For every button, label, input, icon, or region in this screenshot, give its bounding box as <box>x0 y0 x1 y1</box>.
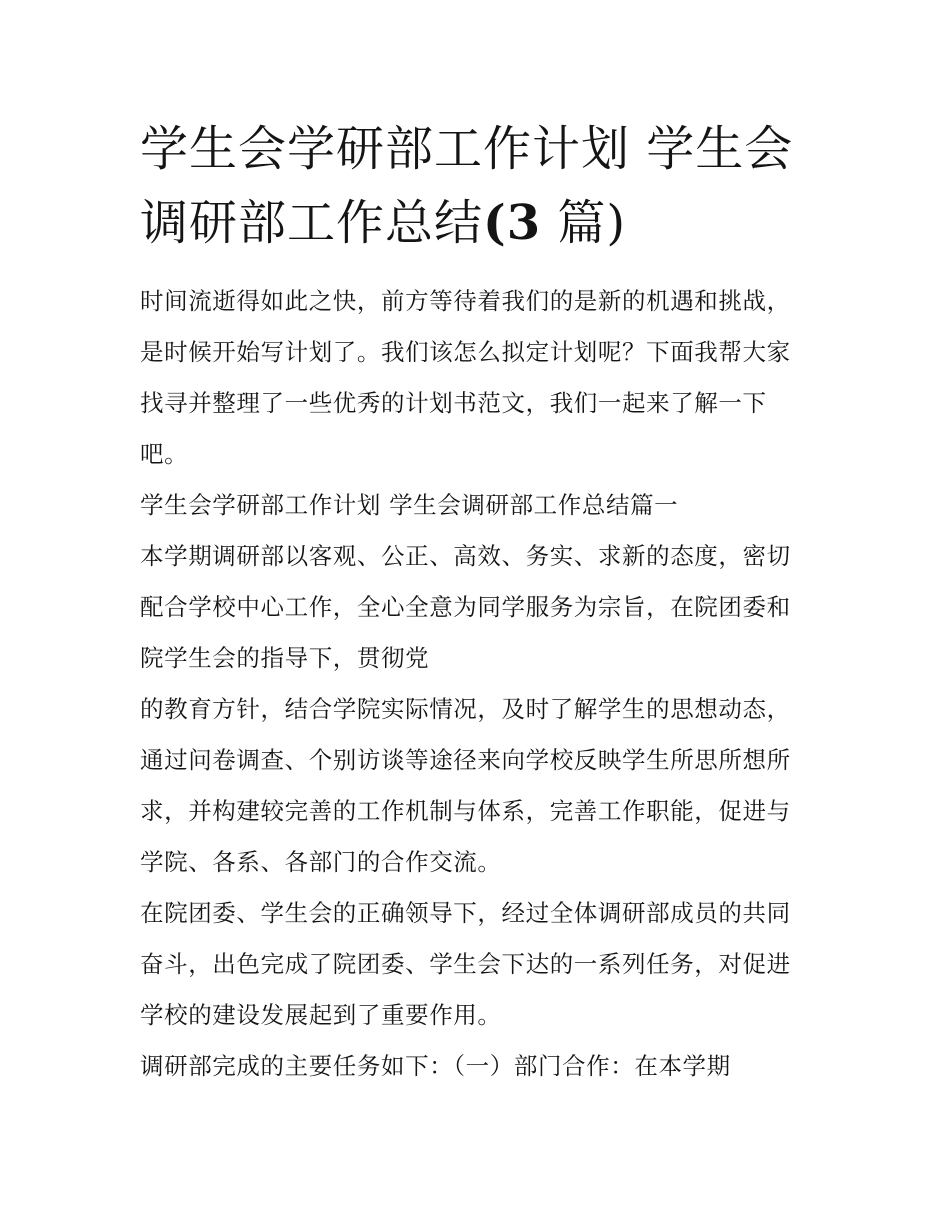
body-line: 吧。 <box>140 440 189 468</box>
body-line: 配合学校中心工作，全心全意为同学服务为宗旨，在院团委和 <box>140 593 791 621</box>
body-line: 学校的建设发展起到了重要作用。 <box>140 1001 502 1029</box>
body-line: 在院团委、学生会的正确领导下，经过全体调研部成员的共同 <box>140 899 791 927</box>
title-line-1: 学生会学研部工作计划 学生会 <box>140 121 794 177</box>
body-line: 学院、各系、各部门的合作交流。 <box>140 848 502 876</box>
body-line: 求，并构建较完善的工作机制与体系，完善工作职能，促进与 <box>140 797 791 825</box>
body-line: 本学期调研部以客观、公正、高效、务实、求新的态度，密切 <box>140 542 791 570</box>
body-line: 院学生会的指导下，贯彻党 <box>140 644 430 672</box>
body-line: 调研部完成的主要任务如下：（一）部门合作：在本学期 <box>140 1052 731 1080</box>
title-count: (3 <box>483 195 542 251</box>
section-heading: 学生会学研部工作计划 学生会调研部工作总结篇一 <box>140 491 679 519</box>
body-line: 奋斗，出色完成了院团委、学生会下达的一系列任务，对促进 <box>140 950 791 978</box>
body-line: 是时候开始写计划了。我们该怎么拟定计划呢？下面我帮大家 <box>140 338 791 366</box>
document-title <box>140 112 830 260</box>
title-line-2-suffix: 篇) <box>541 195 627 251</box>
body-line: 找寻并整理了一些优秀的计划书范文，我们一起来了解一下 <box>140 389 767 417</box>
body-line: 通过问卷调查、个别访谈等途径来向学校反映学生所思所想所 <box>140 746 791 774</box>
body-line: 时间流逝得如此之快，前方等待着我们的是新的机遇和挑战， <box>140 287 791 315</box>
body-line: 的教育方针，结合学院实际情况，及时了解学生的思想动态， <box>140 695 791 723</box>
title-line-2-text: 调研部工作总结 <box>140 195 484 251</box>
document-body <box>140 276 820 1092</box>
